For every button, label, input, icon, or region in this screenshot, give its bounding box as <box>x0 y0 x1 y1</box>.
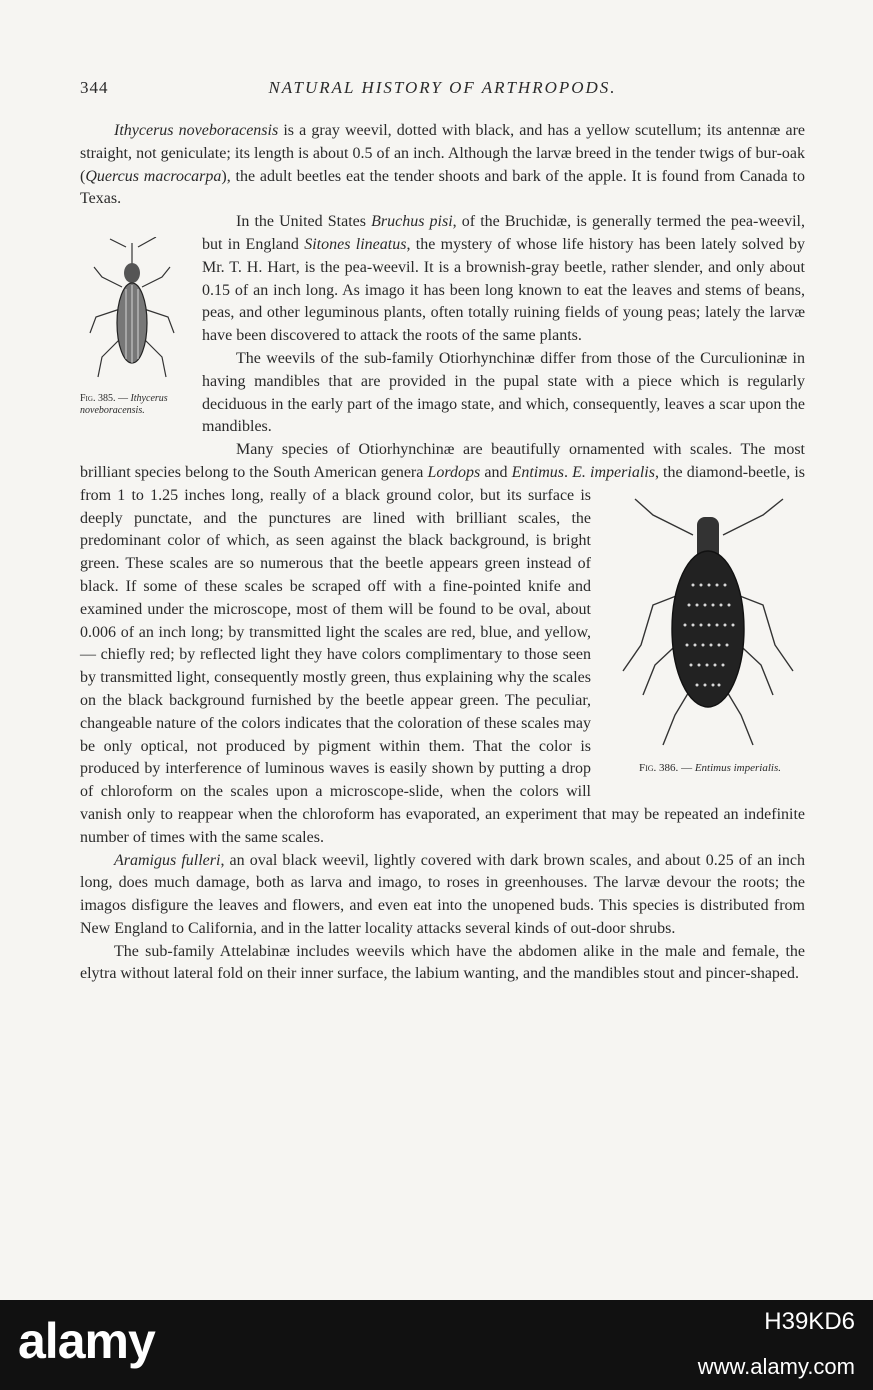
paragraph-attelabinae: The sub-family Attelabinæ includes weevils which have the abdomen alike in the male and female, the elytra without lateral fold on their inner surface, the labium wanting, and the mandibles stout and pincer-shaped. <box>80 942 805 983</box>
weevil-illustration-small <box>86 237 178 387</box>
species-name: Ithycerus noveboracensis <box>114 122 279 139</box>
diamond-beetle-illustration <box>613 495 803 753</box>
paragraph-pea-weevil: In the United States Bruchus pisi, of the Bruchidæ, is generally termed the pea-weevil, but in England Sitones lineatus, the mystery of whose life history has been lately solved by Mr. T. H. Hart, is the pea-weevil. It is a brownish-gray beetle, rather slender, and only about 0.15 of an inch long. As imago it has been long known to eat the leaves and stems of beans, peas, and other leguminous plants, often totally ruining fields of young peas; lately the larvæ have been discovered to attack the roots of the same plants. <box>202 213 805 345</box>
running-title: NATURAL HISTORY OF ARTHROPODS. <box>268 78 617 97</box>
alamy-logo: alamy <box>18 1313 155 1369</box>
paragraph-ithycerus: Ithycerus noveboracensis is a gray weevil, dotted with black, and has a yellow scutellum; its antennæ are straight, not geniculate; its length is about 0.5 of an inch. Although the larvæ breed in the tender twigs of bur-oak (Quercus macrocarpa), the adult beetles eat the tender shoots and bark of the apple. It is found from Canada to Texas. <box>80 122 806 208</box>
page-number: 344 <box>80 78 109 97</box>
image-id: H39KD6 <box>764 1308 855 1335</box>
page-header <box>80 78 805 102</box>
body-text <box>80 120 805 986</box>
figure-385-caption: Fig. 385. — Ithycerus noveboracensis. <box>80 393 168 417</box>
figure-385 <box>80 211 196 443</box>
paragraph-entimus: Many species of Otiorhynchinæ are beautifully ornamented with scales. The most brilliant species belong to the South American genera Lordops and Entimus. E. imperialis Fig. 386. — Entimus imperialis. , the diamond-beetle, is from 1 to 1.25 inches long, really of a black ground color, but its surface is deeply punctate, and the punctures are lined with brilliant scales, the predominant color of which, as seen against the black background, is bright green. These scales are so numerous that the beetle appears green instead of black. If some of these scales be scraped off with a fine-pointed knife and examined under the microscope, most of them will be found to be oval, about 0.006 of an inch long; by transmitted light the scales are red, blue, and yellow, — chiefly red; by reflected light they have colors complimentary to those seen by transmitted light, consequently mostly green, thus explaining why the scales on the black background furnished by the beetle appear green. The peculiar, changeable nature of the colors indicates that the coloration of these scales may be only optical, not produced by pigment within them. That the color is produced by interference of luminous waves is easily shown by putting a drop of chloroform on the scales upon a microscope-slide, when the colors will vanish only to reappear when the chloroform has evaporated, an experiment that may be repeated an indefinite number of times with the same scales. <box>80 439 805 849</box>
watermark-banner <box>0 1300 873 1390</box>
figure-386-caption: Fig. 386. — Entimus imperialis. <box>639 761 781 774</box>
paragraph-aramigus: Aramigus fulleri, an oval black weevil, lightly covered with dark brown scales, and about 0.25 of an inch long, does much damage, both as larva and imago, to roses in greenhouses. The larvæ devour the roots; the imagos disfigure the leaves and flowers, and even eat into the unopened buds. This species is distributed from New England to California, and in the latter locality attacks several kinds of out-door shrubs. <box>80 851 805 937</box>
paragraph-otiorhynchinae: The weevils of the sub-family Otiorhynchinæ differ from those of the Curculioninæ in having mandibles that are provided in the pupal state with a piece which is regularly deciduous in the early part of the imago state, and which, consequently, leaves a scar upon the mandibles. <box>202 349 805 436</box>
site-url: www.alamy.com <box>697 1354 855 1379</box>
figure-386 <box>601 495 811 783</box>
